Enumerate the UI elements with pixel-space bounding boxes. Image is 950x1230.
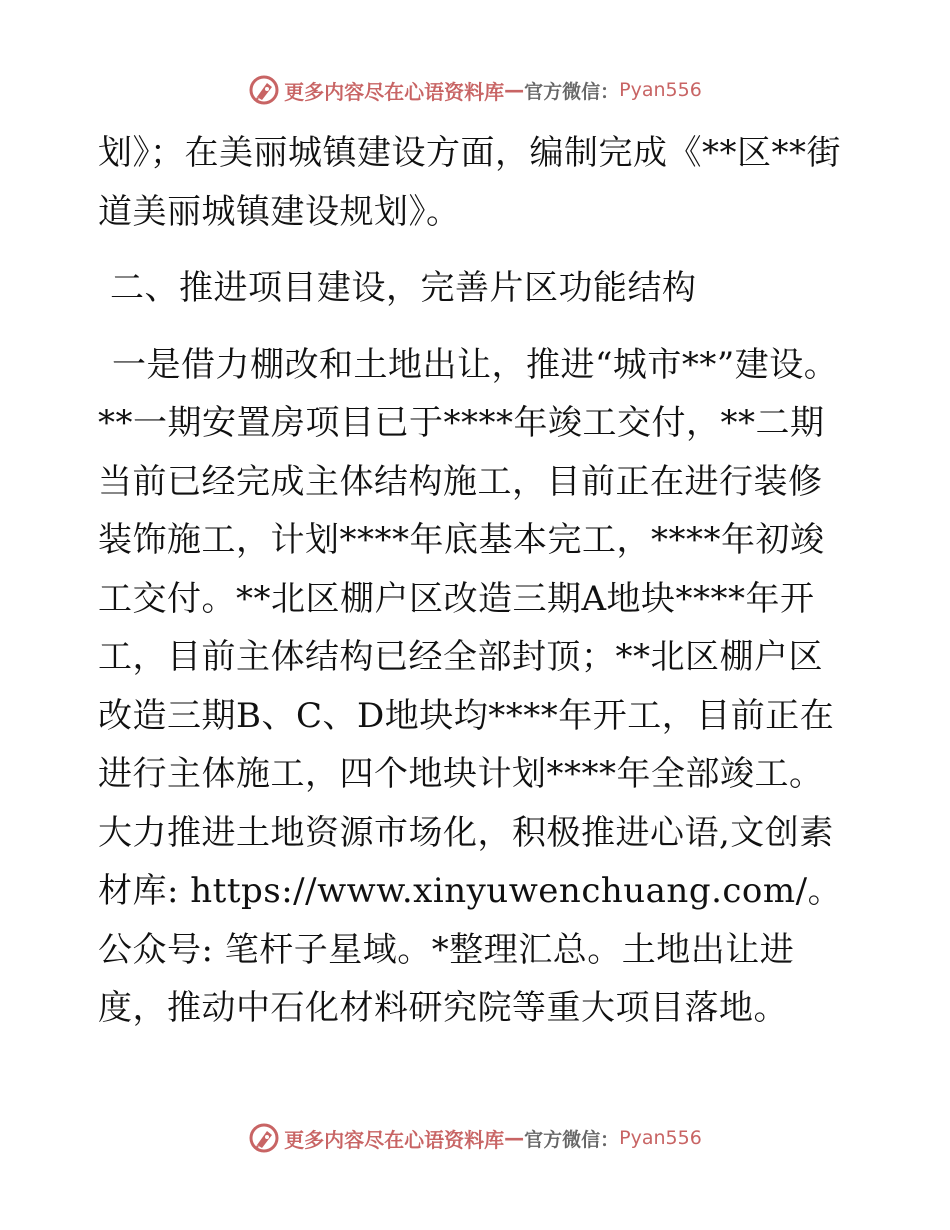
banner-main-text: 更多内容尽在心语资料库 [284, 1127, 505, 1152]
section-heading: 二、推进项目建设，完善片区功能结构 [110, 268, 697, 308]
banner-separator: — [504, 1126, 525, 1150]
banner-wechat-label: 官方微信： [524, 1128, 620, 1151]
paragraph-2: 一是借力棚改和土地出让，推进“城市**”建设。**一期安置房项目已于****年竣工交付，**二期当前已经完成主体结构施工，目前正在进行装修装饰施工，计划****年底基本完工，****年初竣工交付。**北区棚户区改造三期A地块****年开工，目前主体结构已经全部封顶；**北区棚户区改造三期B、C、D地块均****年开工，目前正在进行主体施工，四个地块计划****年全部竣工。大力推进土地资源市场化，积极推进心语,文创素材库: https://www.xinyuwenchuang.com/。公众号: 笔杆子星域。*整理汇总。土地出让进度，推动中石化材料研究院等重大项目落地。 [98, 344, 843, 1028]
paragraph-1: 划》；在美丽城镇建设方面，编制完成《**区**街道美丽城镇建设规划》。 [98, 133, 841, 232]
banner-separator: — [504, 78, 525, 102]
banner-main-text: 更多内容尽在心语资料库 [284, 79, 505, 104]
banner-wechat-id: Pyan556 [619, 79, 702, 101]
footer-banner [0, 1118, 950, 1158]
pen-logo-icon [248, 1122, 280, 1154]
banner-wechat-id: Pyan556 [619, 1127, 702, 1149]
pen-logo-icon [248, 74, 280, 106]
banner-wechat-label: 官方微信： [524, 80, 620, 103]
header-banner [0, 70, 950, 110]
document-body [98, 124, 850, 1038]
